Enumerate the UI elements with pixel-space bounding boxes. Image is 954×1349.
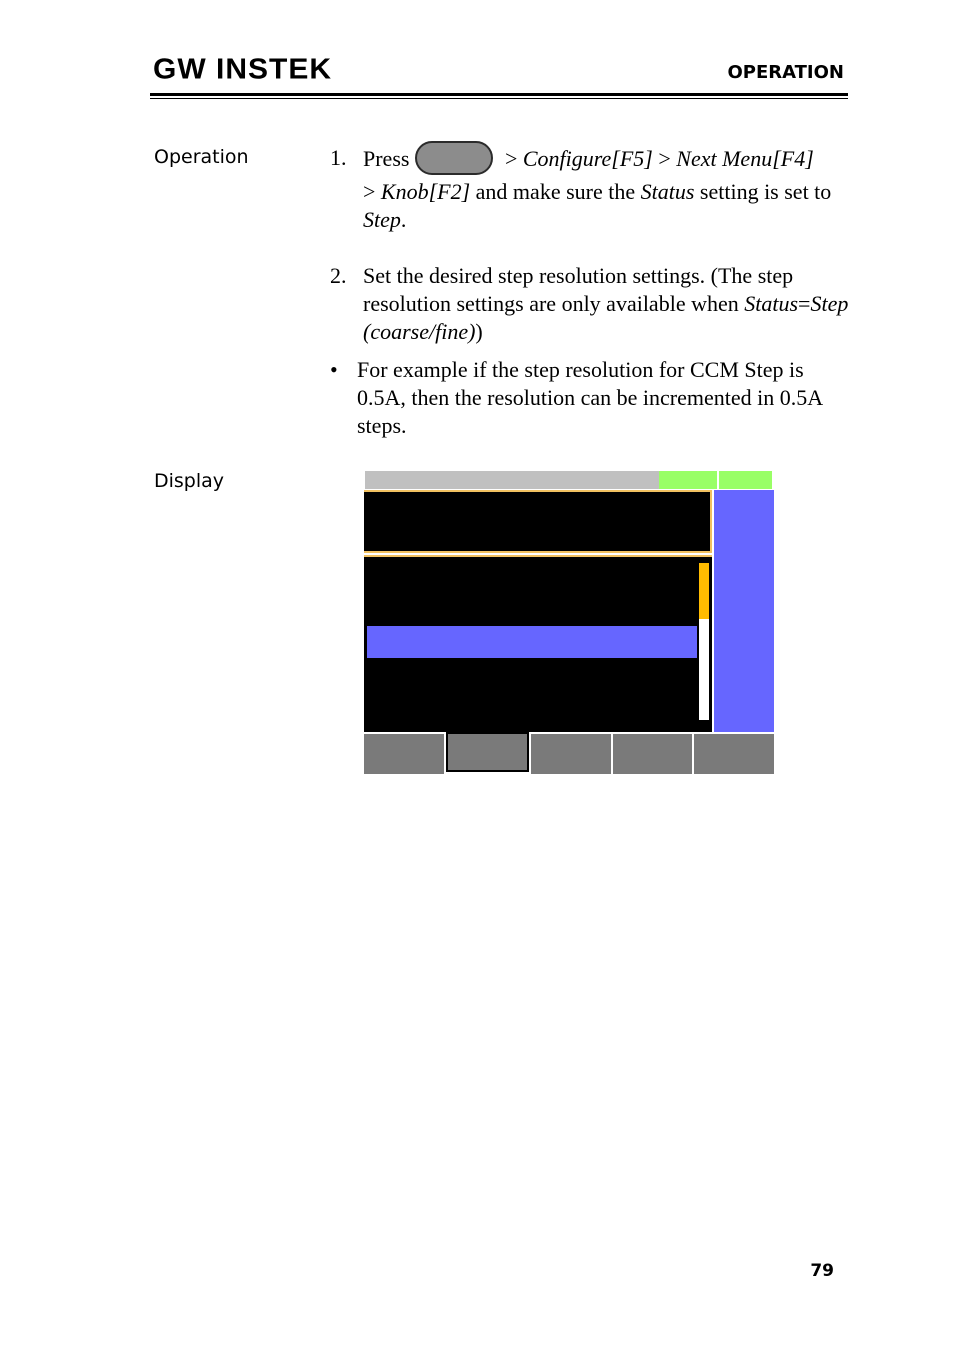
knob-key: Knob[F2]	[380, 179, 471, 204]
status-setting: Status	[640, 179, 695, 204]
display-label: Display	[154, 470, 225, 492]
function-key-icon	[415, 141, 493, 175]
page-number: 79	[810, 1261, 834, 1281]
softkey-f4	[613, 732, 693, 774]
step-1-text	[363, 144, 850, 234]
display-status-bar	[365, 471, 659, 489]
step-1-mid-text: and make sure the	[475, 179, 636, 204]
step-2-text-block	[363, 262, 850, 346]
display-indicator-2	[719, 471, 772, 489]
display-softkeys	[364, 732, 774, 774]
step-1-mid-text-2: setting is set to	[699, 179, 832, 204]
bullet-note	[330, 356, 850, 440]
next-menu-key: Next Menu[F4]	[676, 146, 814, 172]
step-value: Step	[363, 207, 401, 232]
softkey-f5	[694, 732, 774, 774]
display-selected-row	[367, 626, 697, 658]
separator: >	[363, 179, 376, 204]
step-2	[330, 262, 850, 346]
equals-sign: =	[798, 291, 811, 316]
display-side-panel	[714, 490, 774, 732]
section-title: OPERATION	[727, 62, 844, 83]
period: .	[400, 207, 407, 232]
bullet-text: For example if the step resolution for CCM Step is 0.5A, then the resolution can be incremented in 0.5A steps.	[357, 357, 822, 438]
display-header-panel	[364, 490, 712, 553]
softkey-f2	[446, 732, 530, 772]
separator: >	[504, 146, 518, 172]
instrument-display	[364, 470, 774, 774]
step-1-number: 1.	[330, 145, 347, 170]
step-coarse-fine: Step (coarse/fine)	[363, 291, 849, 344]
status-setting: Status	[744, 291, 799, 316]
bullet-icon: •	[330, 357, 338, 382]
display-indicator-1	[659, 471, 717, 489]
close-paren: )	[475, 319, 483, 344]
separator: >	[658, 146, 671, 172]
step-2-text: Set the desired step resolution settings. (The step resolution settings are only available when	[363, 263, 794, 316]
step-1	[330, 144, 850, 234]
softkey-f1	[364, 732, 444, 774]
softkey-f3	[531, 732, 611, 774]
operation-label: Operation	[154, 146, 249, 168]
header-rule-thin	[150, 98, 848, 99]
configure-key: Configure[F5]	[522, 146, 653, 172]
step-2-number: 2.	[330, 263, 347, 288]
header-rule-thick	[150, 93, 848, 96]
press-word: Press	[363, 146, 410, 172]
display-scroll-thumb	[699, 563, 709, 619]
brand-logo: GW INSTEK	[153, 53, 332, 86]
